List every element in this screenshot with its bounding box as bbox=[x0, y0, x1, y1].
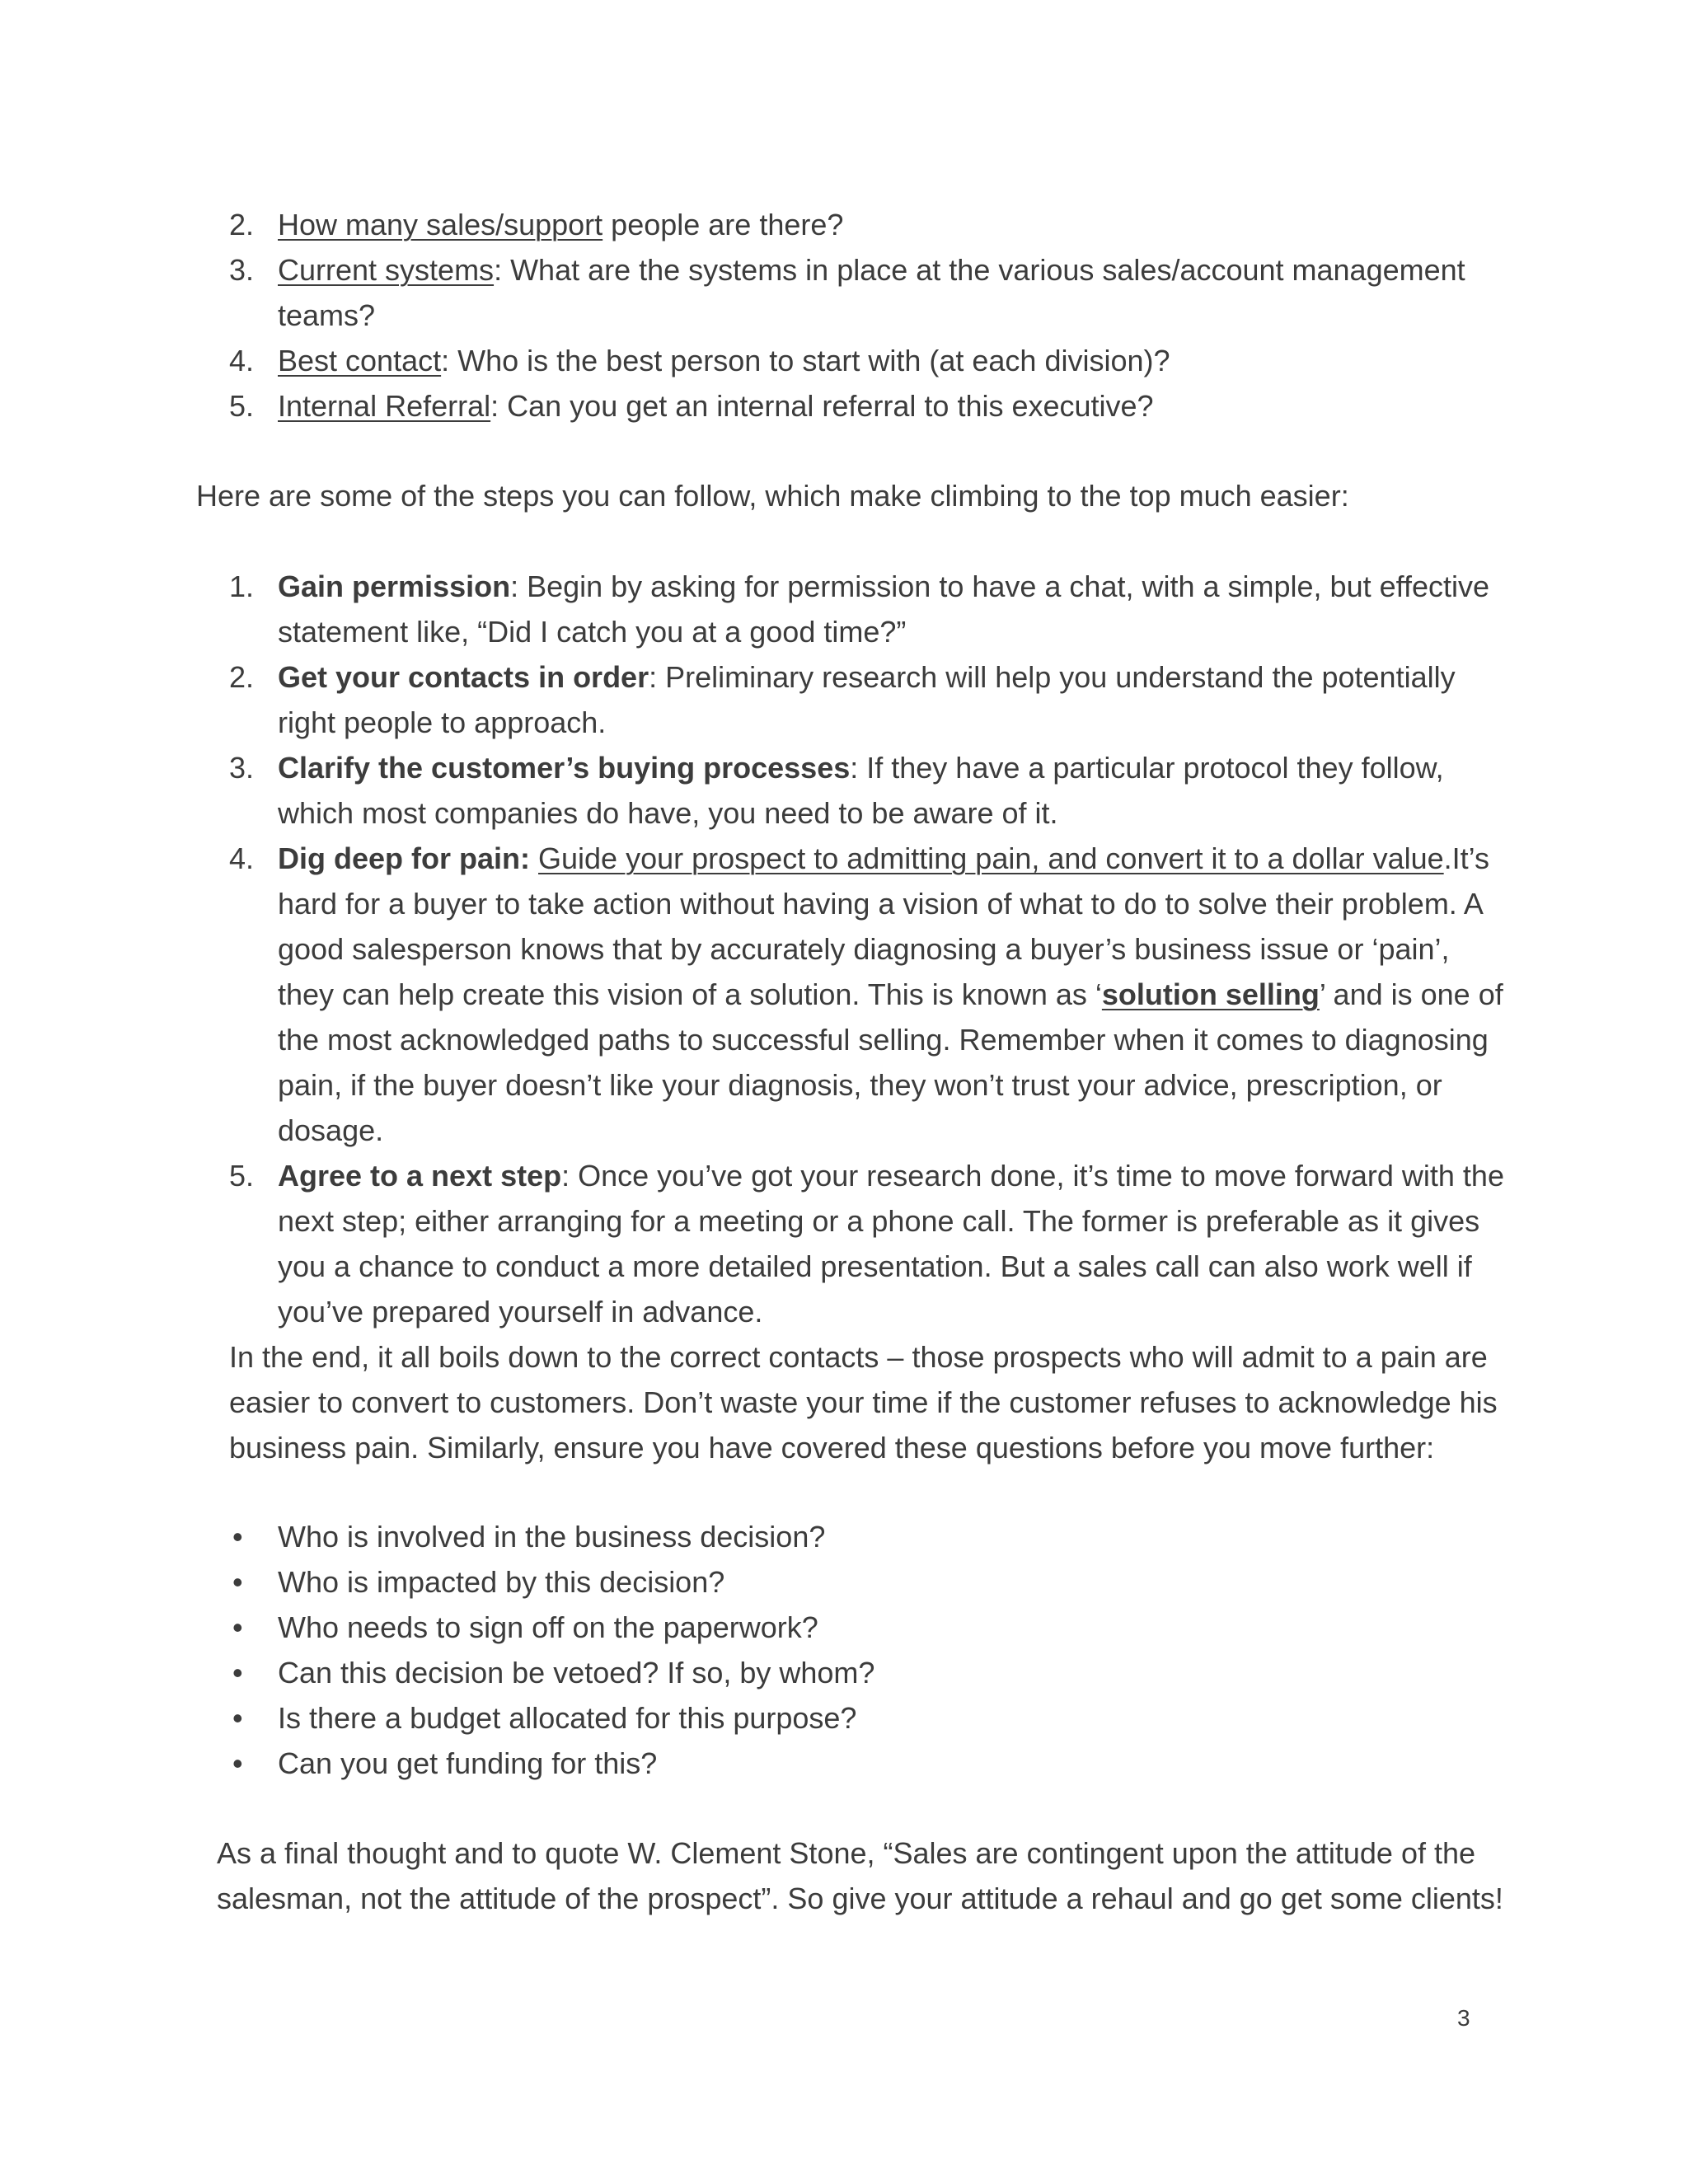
questions-list bbox=[0, 1514, 1688, 1786]
list-item bbox=[0, 654, 1688, 745]
bullet-icon: • bbox=[232, 1656, 243, 1690]
underlined-term: Best contact bbox=[278, 344, 442, 377]
intro-paragraph: Here are some of the steps you can follow, which make climbing to the top much easier: bbox=[196, 479, 1349, 513]
bullet-icon: • bbox=[232, 1701, 243, 1735]
page-number: 3 bbox=[1457, 2005, 1470, 2031]
step-title: Dig deep for pain: bbox=[278, 841, 530, 875]
list-item bbox=[0, 383, 1688, 429]
question-text: Who is involved in the business decision? bbox=[278, 1520, 826, 1554]
bullet-icon: • bbox=[232, 1610, 243, 1644]
list-item bbox=[0, 836, 1688, 1153]
question-text: Can you get funding for this? bbox=[278, 1746, 658, 1780]
question-text: Can this decision be vetoed? If so, by whom? bbox=[278, 1656, 875, 1690]
list-number: 4. bbox=[229, 344, 255, 377]
bullet-icon: • bbox=[232, 1565, 243, 1599]
list-item-text: people are there? bbox=[603, 208, 844, 241]
step-text: ’ and is one of the most acknowledged paths to successful selling. Remember when it comes to diagnosing pain, if the buyer doesn’t like your diagnosis, they won’t trust your advice, prescription, or dosage. bbox=[278, 977, 1503, 1147]
step-text: : Preliminary research will help you understand the potentially right people to approach. bbox=[278, 660, 1456, 739]
underlined-term: How many sales/support bbox=[278, 208, 603, 241]
step-title: Gain permission bbox=[278, 569, 511, 603]
bullet-icon: • bbox=[232, 1746, 243, 1780]
research-questions-list bbox=[0, 202, 1688, 429]
solution-selling-link[interactable]: solution selling bbox=[1101, 977, 1320, 1011]
list-item bbox=[0, 745, 1688, 836]
list-number: 1. bbox=[229, 569, 255, 603]
list-item bbox=[0, 1741, 1688, 1786]
question-text: Who is impacted by this decision? bbox=[278, 1565, 725, 1599]
list-item bbox=[0, 1559, 1688, 1605]
step-title: Clarify the customer’s buying processes bbox=[278, 751, 851, 785]
steps-list bbox=[0, 564, 1688, 1334]
underlined-term: Current systems bbox=[278, 253, 495, 287]
step-text: : Once you’ve got your research done, it’s time to move forward with the next step; either arranging for a meeting or a phone call. The former is preferable as it gives you a chance to conduct a more detailed presentation. But a sales call can also work well if you’ve prepared yourself in advance. bbox=[278, 1159, 1504, 1329]
list-item bbox=[0, 1153, 1688, 1334]
list-item-text: : Who is the best person to start with (at each division)? bbox=[441, 344, 1170, 377]
list-item bbox=[0, 1605, 1688, 1650]
list-number: 5. bbox=[229, 389, 255, 423]
guide-link[interactable]: Guide your prospect to admitting pain, and convert it to a dollar value bbox=[538, 841, 1444, 875]
question-text: Who needs to sign off on the paperwork? bbox=[278, 1610, 818, 1644]
list-item-text: : What are the systems in place at the various sales/account management teams? bbox=[278, 253, 1465, 332]
list-item bbox=[0, 338, 1688, 383]
list-item bbox=[0, 202, 1688, 247]
step-text: : If they have a particular protocol they follow, which most companies do have, you need to be aware of it. bbox=[278, 751, 1444, 830]
list-number: 2. bbox=[229, 208, 255, 241]
step-title: Agree to a next step bbox=[278, 1159, 562, 1193]
list-number: 3. bbox=[229, 751, 255, 785]
list-item bbox=[0, 1514, 1688, 1559]
final-paragraph: As a final thought and to quote W. Clement Stone, “Sales are contingent upon the attitude of the salesman, not the attitude of the prospect”. So give your attitude a rehaul and go get some clients! bbox=[217, 1836, 1503, 1915]
list-item bbox=[0, 564, 1688, 654]
list-number: 5. bbox=[229, 1159, 255, 1193]
question-text: Is there a budget allocated for this purpose? bbox=[278, 1701, 857, 1735]
bullet-icon: • bbox=[232, 1520, 243, 1554]
list-number: 4. bbox=[229, 841, 255, 875]
step-text: : Begin by asking for permission to have a chat, with a simple, but effective statement like, “Did I catch you at a good time?” bbox=[278, 569, 1490, 649]
list-item-text: : Can you get an internal referral to this executive? bbox=[490, 389, 1154, 423]
list-item bbox=[0, 1695, 1688, 1741]
step-title: Get your contacts in order bbox=[278, 660, 649, 694]
step-text: .It’s hard for a buyer to take action without having a vision of what to do to solve their problem. A good salesperson knows that by accurately diagnosing a buyer’s business issue or ‘pain’, they can help create this vision of a solution. This is known as ‘ bbox=[278, 841, 1490, 1011]
conclusion-paragraph: In the end, it all boils down to the correct contacts – those prospects who will admit to a pain are easier to convert to customers. Don’t waste your time if the customer refuses to acknowledge his business pain. Similarly, ensure you have covered these questions before you move further: bbox=[229, 1340, 1498, 1465]
underlined-term: Internal Referral bbox=[278, 389, 491, 423]
list-item bbox=[0, 1650, 1688, 1695]
list-number: 3. bbox=[229, 253, 255, 287]
list-item bbox=[0, 247, 1688, 338]
list-number: 2. bbox=[229, 660, 255, 694]
